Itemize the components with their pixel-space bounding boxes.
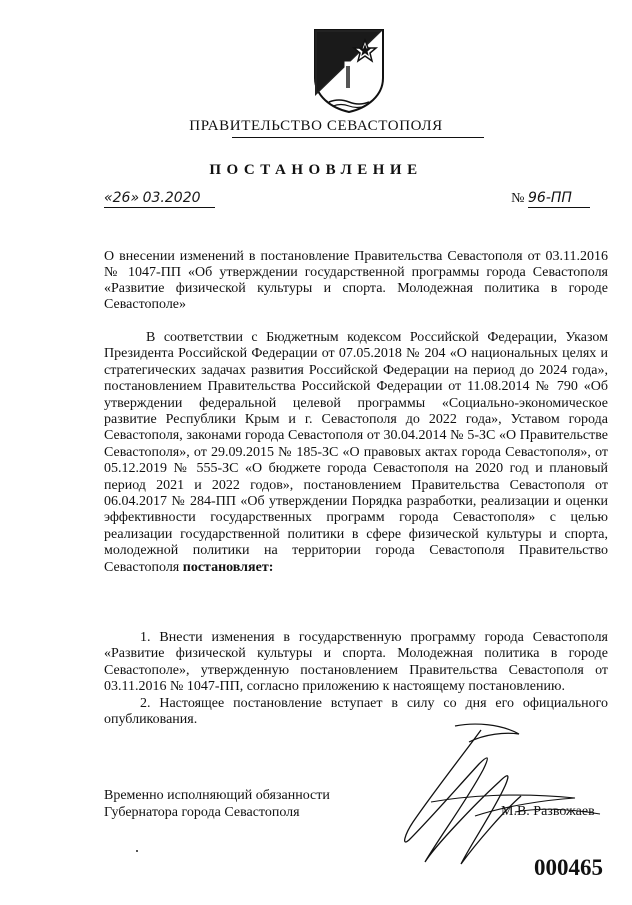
government-name: ПРАВИТЕЛЬСТВО СЕВАСТОПОЛЯ <box>189 118 443 134</box>
preamble <box>104 330 608 576</box>
handwritten-signature-icon <box>395 712 610 877</box>
number-sign: № <box>511 191 525 206</box>
number-field <box>528 190 590 208</box>
document-subject: О внесении изменений в постановление Правительства Севастополя от 03.11.2016 № 1047-ПП «Об утверждении государственной программы города Севастополя «Развитие физической культуры и спорта. Молодежная политика в городе Севастополе» <box>104 249 608 312</box>
date-close-quote: » <box>130 190 140 206</box>
serial-number: 000465 <box>534 855 603 880</box>
number-value: 96-ПП <box>528 190 572 206</box>
date-open-quote: « <box>104 190 113 206</box>
resolution-item-1: 1. Внести изменения в государственную программу города Севастополя «Развитие физической культуры и спорта. Молодежная политика в городе Севастополе», утвержденную постановлением Правительства Севастополя от 03.11.2016 № 1047-ПП, согласно приложению к настоящему постановлению. <box>104 630 608 695</box>
document-type: ПОСТАНОВЛЕНИЕ <box>209 162 423 178</box>
signer-position-line-2: Губернатора города Севастополя <box>104 805 300 820</box>
stray-mark <box>136 850 138 852</box>
document-date <box>104 190 215 208</box>
resolution-item-2: 2. Настоящее постановление вступает в силу со дня его официального опубликования. <box>104 695 608 728</box>
date-month-year: 03.2020 <box>142 190 201 206</box>
signer-position <box>104 787 330 821</box>
document-number <box>511 190 590 208</box>
preamble-paragraph <box>104 330 608 576</box>
resolves-word: постановляет: <box>182 559 274 575</box>
government-underline <box>232 137 484 138</box>
signer-name: М.В. Развожаев <box>501 804 595 819</box>
preamble-text: В соответствии с Бюджетным кодексом Российской Федерации, Указом Президента Российской Федерации от 07.05.2018 № 204 «О национальных целях и стратегических задачах развития Российской Федерации на период до 2024 года», постановлением Правительства Российской Федерации от 11.08.2014 № 790 «Об утверждении федеральной целевой программы «Социально-экономическое развитие Республики Крым и г. Севастополя до 2022 года», Уставом города Севастополя, законами города Севастополя от 30.04.2014 № 5-ЗС «О Правительстве Севастополя», от 29.09.2015 № 185-ЗС «О правовых актах города Севастополя», от 05.12.2019 № 555-ЗС «О бюджете города Севастополя на 2020 год и плановый период 2021 и 2022 годов», постановлением Правительства Севастополя от 06.04.2017 № 284-ПП «Об утверждении Порядка разработки, реализации и оценки эффективности государственных программ города Севастополя» с целью реализации государственной политики в сфере физической культуры и спорта, молодежной политики на территории города Севастополя Правительство Севастополя <box>104 330 608 575</box>
date-day: 26 <box>112 190 131 206</box>
signer-position-line-1: Временно исполняющий обязанности <box>104 788 330 803</box>
coat-of-arms-icon <box>309 26 389 114</box>
date-field <box>104 190 215 208</box>
